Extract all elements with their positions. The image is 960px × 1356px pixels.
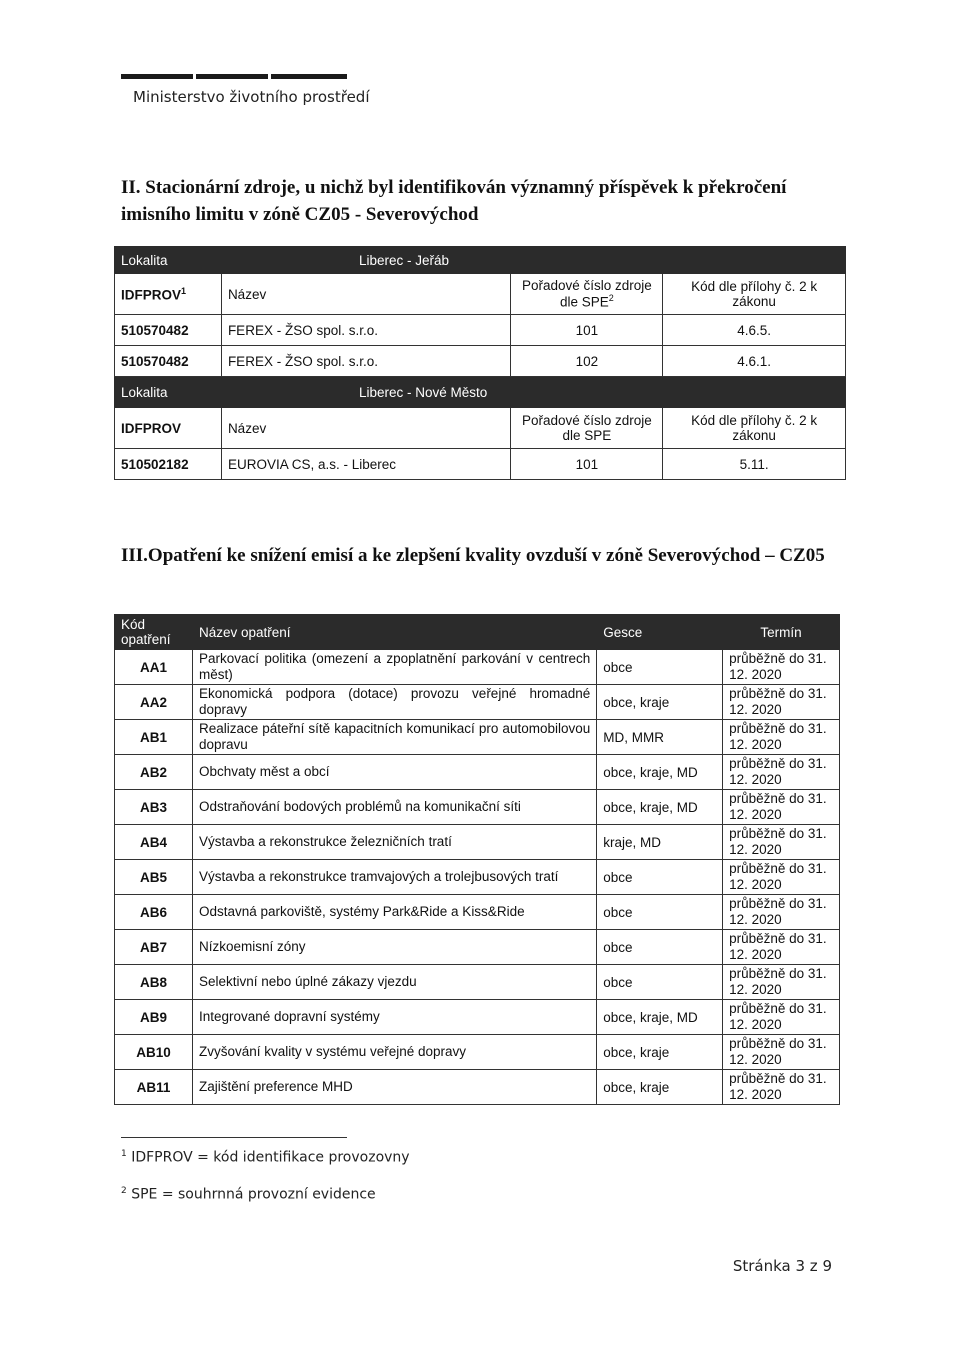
gesce-cell: obce, kraje: [597, 1035, 723, 1070]
termin-cell: průběžně do 31. 12. 2020: [723, 720, 840, 755]
poradi-cell: 101: [511, 449, 663, 480]
kod-cell: AB8: [115, 965, 193, 1000]
termin-cell: průběžně do 31. 12. 2020: [723, 1000, 840, 1035]
table-row: [115, 930, 840, 965]
table-row: [115, 720, 840, 755]
col-kod-opatreni: Kód opatření: [115, 615, 193, 650]
footnote-1: $^1$ IDFPROV = kód identifikace provozovny: [121, 1149, 410, 1166]
termin-cell: průběžně do 31. 12. 2020: [723, 860, 840, 895]
termin-cell: průběžně do 31. 12. 2020: [723, 755, 840, 790]
gesce-cell: obce: [597, 895, 723, 930]
kod-cell: AB11: [115, 1070, 193, 1105]
footnote-separator: [121, 1137, 347, 1138]
table-row: [115, 1000, 840, 1035]
col-poradi: Pořadové číslo zdroje dle SPE: [511, 408, 663, 449]
col-nazev: Název: [221, 408, 511, 449]
nazev-cell: Zvyšování kvality v systému veřejné dopravy: [192, 1035, 596, 1070]
poradi-cell: 102: [511, 346, 663, 377]
nazev-cell: Realizace páteřní sítě kapacitních komunikací pro automobilovou dopravu: [192, 720, 596, 755]
gesce-cell: obce: [597, 860, 723, 895]
termin-cell: průběžně do 31. 12. 2020: [723, 930, 840, 965]
table-row: [115, 449, 846, 480]
table-row: [115, 315, 846, 346]
locality-bar: [115, 377, 846, 408]
kod-cell: AB2: [115, 755, 193, 790]
termin-cell: průběžně do 31. 12. 2020: [723, 685, 840, 720]
measures-table: [114, 614, 840, 1105]
locality-bar: [115, 247, 846, 274]
kod-cell: AB4: [115, 825, 193, 860]
locality-value: Liberec - Nové Město: [221, 377, 845, 408]
nazev-cell: Odstavná parkoviště, systémy Park&Ride a Kiss&Ride: [192, 895, 596, 930]
col-poradi: Pořadové číslo zdroje dle SPE$^2$: [511, 274, 663, 315]
gesce-cell: obce, kraje, MD: [597, 790, 723, 825]
gesce-cell: MD, MMR: [597, 720, 723, 755]
table-row: [115, 895, 840, 930]
nazev-cell: Výstavba a rekonstrukce železničních tratí: [192, 825, 596, 860]
table-row: [115, 650, 840, 685]
termin-cell: průběžně do 31. 12. 2020: [723, 825, 840, 860]
col-kod: Kód dle přílohy č. 2 k zákonu: [663, 408, 846, 449]
nazev-cell: Obchvaty měst a obcí: [192, 755, 596, 790]
table-row: [115, 790, 840, 825]
kod-cell: AB3: [115, 790, 193, 825]
gesce-cell: obce: [597, 650, 723, 685]
nazev-cell: Ekonomická podpora (dotace) provozu veřejné hromadné dopravy: [192, 685, 596, 720]
kod-cell: AB1: [115, 720, 193, 755]
nazev-cell: Parkovací politika (omezení a zpoplatnění parkování v centrech měst): [192, 650, 596, 685]
table-row: [115, 1070, 840, 1105]
table-row: [115, 825, 840, 860]
gesce-cell: obce: [597, 930, 723, 965]
col-nazev: Název: [221, 274, 511, 315]
idfprov-cell: 510570482: [115, 346, 222, 377]
termin-cell: průběžně do 31. 12. 2020: [723, 790, 840, 825]
sources-table: [114, 246, 846, 480]
kod-cell: AB7: [115, 930, 193, 965]
nazev-cell: EUROVIA CS, a.s. - Liberec: [221, 449, 511, 480]
nazev-cell: Selektivní nebo úplné zákazy vjezdu: [192, 965, 596, 1000]
termin-cell: průběžně do 31. 12. 2020: [723, 1035, 840, 1070]
footnote-2: $^2$ SPE = souhrnná provozní evidence: [121, 1186, 376, 1203]
locality-label: Lokalita: [115, 377, 222, 408]
kod-cell: 5.11.: [663, 449, 846, 480]
nazev-cell: FEREX - ŽSO spol. s.r.o.: [221, 315, 511, 346]
nazev-cell: Nízkoemisní zóny: [192, 930, 596, 965]
col-gesce: Gesce: [597, 615, 723, 650]
nazev-cell: FEREX - ŽSO spol. s.r.o.: [221, 346, 511, 377]
kod-cell: 4.6.5.: [663, 315, 846, 346]
measures-header-row: [115, 615, 840, 650]
table-row: [115, 755, 840, 790]
termin-cell: průběžně do 31. 12. 2020: [723, 1070, 840, 1105]
kod-cell: AB9: [115, 1000, 193, 1035]
gesce-cell: obce, kraje, MD: [597, 1000, 723, 1035]
section-3-heading: III.Opatření ke snížení emisí a ke zlepšení kvality ovzduší v zóně Severovýchod – CZ05: [121, 545, 825, 566]
col-termin: Termín: [723, 615, 840, 650]
poradi-cell: 101: [511, 315, 663, 346]
col-kod: Kód dle přílohy č. 2 k zákonu: [663, 274, 846, 315]
section-2-heading: II. Stacionární zdroje, u nichž byl identifikován významný příspěvek k překročení imisního limitu v zóně CZ05 - Severovýchod: [121, 177, 787, 225]
kod-cell: AB6: [115, 895, 193, 930]
sources-header-row: [115, 274, 846, 315]
table-row: [115, 346, 846, 377]
table-row: [115, 685, 840, 720]
kod-cell: AB5: [115, 860, 193, 895]
ministry-logo-bars: [121, 74, 347, 79]
nazev-cell: Výstavba a rekonstrukce tramvajových a trolejbusových tratí: [192, 860, 596, 895]
kod-cell: AB10: [115, 1035, 193, 1070]
sources-header-row: [115, 408, 846, 449]
idfprov-cell: 510502182: [115, 449, 222, 480]
gesce-cell: obce, kraje: [597, 685, 723, 720]
col-idfprov: IDFPROV: [115, 408, 222, 449]
termin-cell: průběžně do 31. 12. 2020: [723, 895, 840, 930]
nazev-cell: Odstraňování bodových problémů na komunikační síti: [192, 790, 596, 825]
gesce-cell: obce, kraje: [597, 1070, 723, 1105]
nazev-cell: Integrované dopravní systémy: [192, 1000, 596, 1035]
table-row: [115, 1035, 840, 1070]
page-number: Stránka 3 z 9: [732, 1257, 832, 1275]
nazev-cell: Zajištění preference MHD: [192, 1070, 596, 1105]
kod-cell: AA1: [115, 650, 193, 685]
termin-cell: průběžně do 31. 12. 2020: [723, 965, 840, 1000]
termin-cell: průběžně do 31. 12. 2020: [723, 650, 840, 685]
ministry-logo-text: Ministerstvo životního prostředí: [133, 88, 370, 106]
table-row: [115, 860, 840, 895]
locality-label: Lokalita: [115, 247, 222, 274]
locality-value: Liberec - Jeřáb: [221, 247, 845, 274]
col-idfprov: IDFPROV$^1$: [115, 274, 222, 315]
kod-cell: AA2: [115, 685, 193, 720]
table-row: [115, 965, 840, 1000]
idfprov-cell: 510570482: [115, 315, 222, 346]
gesce-cell: obce, kraje, MD: [597, 755, 723, 790]
gesce-cell: kraje, MD: [597, 825, 723, 860]
kod-cell: 4.6.1.: [663, 346, 846, 377]
gesce-cell: obce: [597, 965, 723, 1000]
col-nazev-opatreni: Název opatření: [192, 615, 596, 650]
